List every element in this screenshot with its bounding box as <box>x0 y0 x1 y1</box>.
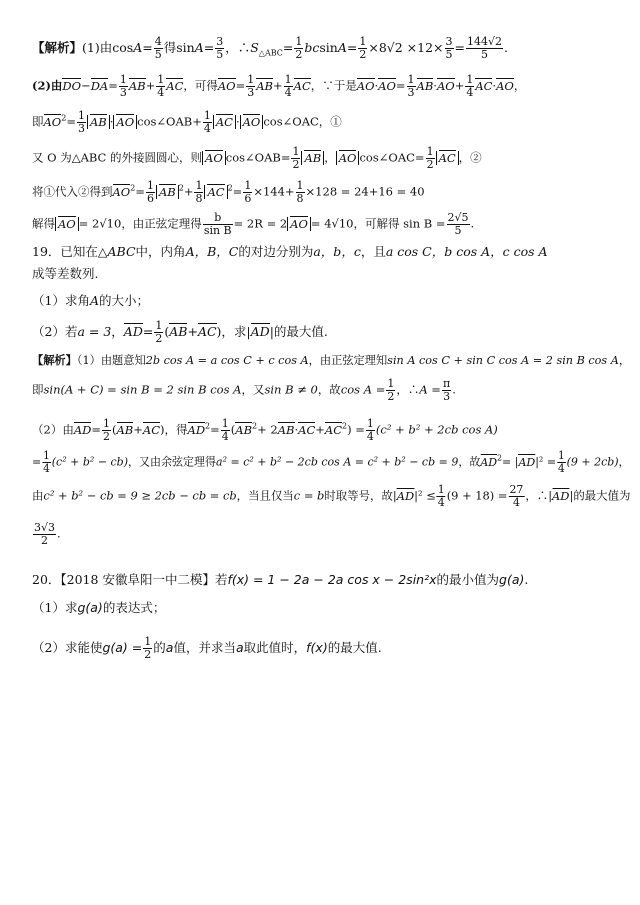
text: A，B，C <box>185 244 239 259</box>
text: 值，并求当 <box>173 640 236 655</box>
q20-part1 <box>32 600 165 616</box>
vector: AC <box>142 422 161 437</box>
text: · <box>492 78 497 93</box>
text: = <box>414 150 425 165</box>
vector: AB <box>169 324 188 339</box>
vector: AD <box>250 324 270 339</box>
vector: AO <box>356 78 375 93</box>
text: . <box>57 526 61 541</box>
fraction: $\frac{\pi}{3}$ <box>442 377 451 403</box>
text: = <box>210 422 220 437</box>
text: A <box>89 293 99 308</box>
text: A <box>133 40 143 55</box>
text: 2 <box>130 183 136 193</box>
vector: AB <box>235 422 253 437</box>
vector: AB <box>128 78 146 93</box>
text: 即 <box>32 382 44 397</box>
vector: AB <box>277 422 295 437</box>
text: + <box>315 422 325 437</box>
text: ，且 <box>360 244 386 259</box>
q19-stem-cont <box>32 266 98 282</box>
sol19-line3 <box>32 418 498 443</box>
text: ×128 = 24+16 = 40 <box>305 184 425 199</box>
sol1-line4 <box>32 146 482 171</box>
fraction: $\frac{2√5}{5}$ <box>447 211 469 237</box>
text: a = 3 <box>77 324 112 339</box>
q19-stem <box>32 244 548 260</box>
sol19-line6 <box>32 522 61 547</box>
text: a² = c² + b² − 2cb cos A = c² + b² − cb = 9 <box>216 454 459 469</box>
text: cos A = <box>340 382 386 397</box>
text: 2 <box>227 183 233 193</box>
fraction: $\frac{1}{3}$ <box>247 73 255 99</box>
vector: AO <box>290 216 308 231</box>
text: 的表达式； <box>102 600 166 615</box>
sol19-line4 <box>32 450 630 475</box>
text: + <box>192 114 202 129</box>
fraction: $\frac{1}{2}$ <box>155 319 163 345</box>
text: 取此值时， <box>243 640 307 655</box>
vector: AC <box>298 422 316 437</box>
text: c = b <box>293 488 325 503</box>
text: （1）求角 <box>32 293 90 308</box>
vector: AD <box>187 422 206 437</box>
text: · <box>433 78 437 93</box>
vector: AD <box>73 422 92 437</box>
text: ( <box>112 422 117 437</box>
text: ，② <box>458 150 482 165</box>
text: bc <box>304 40 320 55</box>
text: cos∠OAC <box>263 114 319 129</box>
text: (1)由 <box>82 40 113 55</box>
fraction: $\frac{1}{4}$ <box>437 483 445 509</box>
sol1-line3 <box>32 110 342 135</box>
fraction: $\frac{1}{6}$ <box>244 179 252 205</box>
text: . <box>452 382 456 397</box>
text: 2 <box>205 421 211 431</box>
vector: AO <box>43 114 62 129</box>
text: (9 + 2cb) <box>566 454 619 469</box>
text: 20．【2018 安徽阜阳一中二模】若 <box>32 572 228 587</box>
analysis-tag: 【解析】 <box>32 40 83 55</box>
text: 又 O 为△ABC 的外接圆圆心，则 <box>32 150 203 165</box>
vector: AC <box>215 114 233 129</box>
text: + <box>145 78 156 93</box>
fraction: $\frac{1}{3}$ <box>119 73 127 99</box>
text: ，可得 <box>183 78 218 93</box>
text: a，b，c <box>313 244 361 259</box>
text: ABC <box>107 244 136 259</box>
fraction: $\frac{1}{4}$ <box>557 449 565 475</box>
vector: AB <box>89 114 107 129</box>
text: 2 <box>178 183 184 193</box>
fraction: $\frac{1}{4}$ <box>284 73 292 99</box>
text: = <box>232 184 243 199</box>
text: = <box>282 40 294 55</box>
text: 2b cos A = a cos C + c cos A <box>145 353 309 367</box>
sol1-line6 <box>32 212 474 237</box>
text: sin <box>176 40 195 55</box>
fraction: $\frac{b}{\text{sin B}}$ <box>203 211 232 237</box>
text: |² ≤ <box>414 488 436 503</box>
text: (2)由 <box>32 78 63 93</box>
text: − <box>81 78 91 93</box>
vector: AD <box>518 454 536 469</box>
vector: AD <box>123 324 143 339</box>
q19-part2 <box>32 320 328 345</box>
text: = <box>203 40 215 55</box>
text: |² = <box>535 454 557 469</box>
text: c² + b² − cb = 9 ≥ 2cb − cb = cb <box>43 488 237 503</box>
text: = <box>91 422 101 437</box>
vector: AC <box>475 78 493 93</box>
text: + 2 <box>257 422 278 437</box>
text: cos∠OAB <box>137 114 193 129</box>
fraction: $\frac{1}{2}$ <box>103 417 110 443</box>
text: ， <box>324 150 336 165</box>
fraction: $\frac{1}{8}$ <box>195 179 203 205</box>
text: sin A cos C + sin C cos A = 2 sin B cos A <box>387 353 619 367</box>
vector: AC <box>166 78 184 93</box>
vector: AC <box>197 324 217 339</box>
fraction: $\frac{1}{4}$ <box>157 73 165 99</box>
text: ，∴| <box>525 488 553 503</box>
text: ，故 <box>458 454 481 469</box>
text: )，得 <box>160 422 188 437</box>
vector: AO <box>112 184 131 199</box>
vector: AO <box>338 150 357 165</box>
text: ，① <box>318 114 342 129</box>
text: = 2R = 2 <box>233 216 288 231</box>
fraction: $\frac{1}{2}$ <box>292 145 300 171</box>
text: ) = <box>347 422 365 437</box>
vector: AO <box>436 78 455 93</box>
text: 的最大值. <box>327 640 382 655</box>
text: 的大小； <box>98 293 149 308</box>
text: = <box>395 78 406 93</box>
text: |的最大值为 <box>569 488 631 503</box>
text: sin <box>319 40 338 55</box>
text: = <box>454 40 466 55</box>
fraction: $\frac{1}{4}$ <box>466 73 474 99</box>
fraction: $\frac{1}{2}$ <box>387 377 395 403</box>
text: 的最小值为 <box>436 572 500 587</box>
fraction: $\frac{27}{4}$ <box>509 483 524 509</box>
text: 时取等号，故| <box>324 488 397 503</box>
text: = <box>142 40 153 55</box>
vector: AO <box>116 114 135 129</box>
text: 中，内角 <box>135 244 186 259</box>
text: 2 <box>342 421 348 431</box>
fraction: $\frac{3}{5}$ <box>216 35 224 61</box>
text: ， <box>111 324 124 339</box>
fraction: $\frac{1}{2}$ <box>426 145 434 171</box>
text: = 4√10 <box>310 216 354 231</box>
analysis-tag: 【解析】 <box>32 353 77 367</box>
text: ×8√2 ×12× <box>368 40 444 55</box>
vector: AO <box>205 150 223 165</box>
vector: AD <box>552 488 570 503</box>
text: · <box>235 114 240 129</box>
text: + <box>187 324 198 339</box>
text: ， <box>618 454 630 469</box>
text: = <box>108 78 118 93</box>
vector: AC <box>293 78 311 93</box>
vector: DA <box>90 78 109 93</box>
text: . <box>470 216 475 231</box>
vector: AB <box>158 184 176 199</box>
fraction: $\frac{1}{4}$ <box>366 417 374 443</box>
text: 由 <box>32 488 44 503</box>
sol1-line5 <box>32 180 425 205</box>
text: 的 <box>153 640 166 655</box>
text: 解得 <box>32 216 55 231</box>
fraction: $\frac{1}{2}$ <box>359 35 367 61</box>
sol19-line1 <box>32 352 630 368</box>
q20-part2 <box>32 636 382 661</box>
fraction: $\frac{1}{4}$ <box>221 417 229 443</box>
text: 将①代入②得到 <box>32 184 113 199</box>
vector: AC <box>207 184 225 199</box>
text: ( <box>164 324 170 339</box>
sol1-line2 <box>32 74 525 99</box>
text: sin B ≠ 0 <box>264 382 318 397</box>
text: = <box>66 114 76 129</box>
text: (c² + b² − cb) <box>51 454 129 469</box>
text: + <box>183 184 194 199</box>
text: ，∵于是 <box>310 78 357 93</box>
text: ，由正弦定理知 <box>308 353 388 367</box>
q20-stem <box>32 572 528 588</box>
fraction: $\frac{3√3}{2}$ <box>34 521 56 547</box>
text: = <box>142 324 154 339</box>
text: A = <box>419 382 441 397</box>
text: 即 <box>32 114 44 129</box>
text: ×144+ <box>253 184 295 199</box>
vector: AO <box>496 78 514 93</box>
text: · <box>294 422 299 437</box>
vector: AC <box>438 150 456 165</box>
vector: AO <box>58 216 76 231</box>
fraction: $\frac{1}{6}$ <box>146 179 154 205</box>
vector: AB <box>416 78 434 93</box>
text: cos∠OAB <box>225 150 281 165</box>
text: (c² + b² + 2cb cos A) <box>375 422 498 437</box>
vector: AB <box>256 78 274 93</box>
text: A <box>337 40 347 55</box>
text: . <box>504 40 509 55</box>
text: g(a) <box>499 572 525 587</box>
text: f(x) <box>306 640 328 655</box>
fraction: $\frac{1}{2}$ <box>144 635 152 661</box>
text: 2 <box>497 453 503 463</box>
vector: AC <box>324 422 343 437</box>
text: · <box>109 114 114 129</box>
text: S <box>250 40 259 55</box>
text: = 2√10 <box>78 216 122 231</box>
vector: AB <box>116 422 134 437</box>
text: a <box>165 640 174 655</box>
text: 得 <box>163 40 177 55</box>
text: = <box>280 150 291 165</box>
fraction: $\frac{1}{3}$ <box>407 73 415 99</box>
text: 的对边分别为 <box>238 244 314 259</box>
text: （1）求 <box>32 600 78 615</box>
text: （2）由 <box>32 422 74 437</box>
text: （2）若 <box>32 324 78 339</box>
vector: DO <box>62 78 82 93</box>
text: = <box>346 40 358 55</box>
fraction: $\frac{144√2}{5}$ <box>467 35 503 61</box>
sol19-line2 <box>32 378 456 403</box>
vector: AD <box>480 454 498 469</box>
text: ，故 <box>317 382 341 397</box>
text: g(a) = <box>102 640 143 655</box>
text: ，∴ <box>396 382 420 397</box>
vector: AO <box>217 78 236 93</box>
text: △ABC <box>258 48 283 58</box>
text: |的最大值. <box>269 324 328 339</box>
vector: AO <box>242 114 261 129</box>
vector: AO <box>378 78 396 93</box>
fraction: $\frac{1}{3}$ <box>77 109 85 135</box>
text: = <box>235 78 246 93</box>
q19-part1 <box>32 293 149 309</box>
text: f(x) = 1 − 2a − 2a cos x − 2sin²x <box>227 572 437 587</box>
text: 19．已知在△ <box>32 244 108 259</box>
sol19-line5 <box>32 484 630 509</box>
text: · <box>374 78 379 93</box>
text: sin(A + C) = sin B = 2 sin B cos A <box>43 382 242 397</box>
fraction: $\frac{3}{5}$ <box>445 35 453 61</box>
text: a <box>235 640 244 655</box>
text: + <box>273 78 283 93</box>
fraction: $\frac{1}{4}$ <box>203 109 211 135</box>
text: = <box>32 454 42 469</box>
text: ，当且仅当 <box>236 488 294 503</box>
text: )，求| <box>216 324 251 339</box>
text: (9 + 18) = <box>446 488 508 503</box>
text: 2 <box>252 421 258 431</box>
fraction: $\frac{1}{4}$ <box>43 449 50 475</box>
text: = <box>135 184 145 199</box>
text: ，又 <box>241 382 265 397</box>
text: ， <box>618 353 631 367</box>
text: （2）求能使 <box>32 640 103 655</box>
text: ， <box>513 78 526 93</box>
text: a cos C，b cos A，c cos A <box>385 244 548 259</box>
sol1-line1 <box>32 36 508 61</box>
text: ，又由余弦定理得 <box>128 454 217 469</box>
text: . <box>524 572 529 587</box>
text: cos∠OAC <box>359 150 415 165</box>
fraction: $\frac{1}{8}$ <box>296 179 304 205</box>
text: cos <box>112 40 134 55</box>
fraction: $\frac{4}{5}$ <box>154 35 162 61</box>
text: A <box>194 40 204 55</box>
text: ，可解得 sin B = <box>353 216 446 231</box>
text: + <box>454 78 465 93</box>
text: 成等差数列. <box>32 266 99 281</box>
text: = | <box>502 454 519 469</box>
text: （1）由题意知 <box>76 353 146 367</box>
text: + <box>133 422 143 437</box>
fraction: $\frac{1}{2}$ <box>295 35 303 61</box>
text: ，由正弦定理得 <box>121 216 202 231</box>
text: g(a) <box>77 600 103 615</box>
text: ( <box>230 422 236 437</box>
text: 2 <box>61 113 67 123</box>
vector: AB <box>304 150 322 165</box>
text: ，∴ <box>225 40 251 55</box>
vector: AD <box>396 488 415 503</box>
